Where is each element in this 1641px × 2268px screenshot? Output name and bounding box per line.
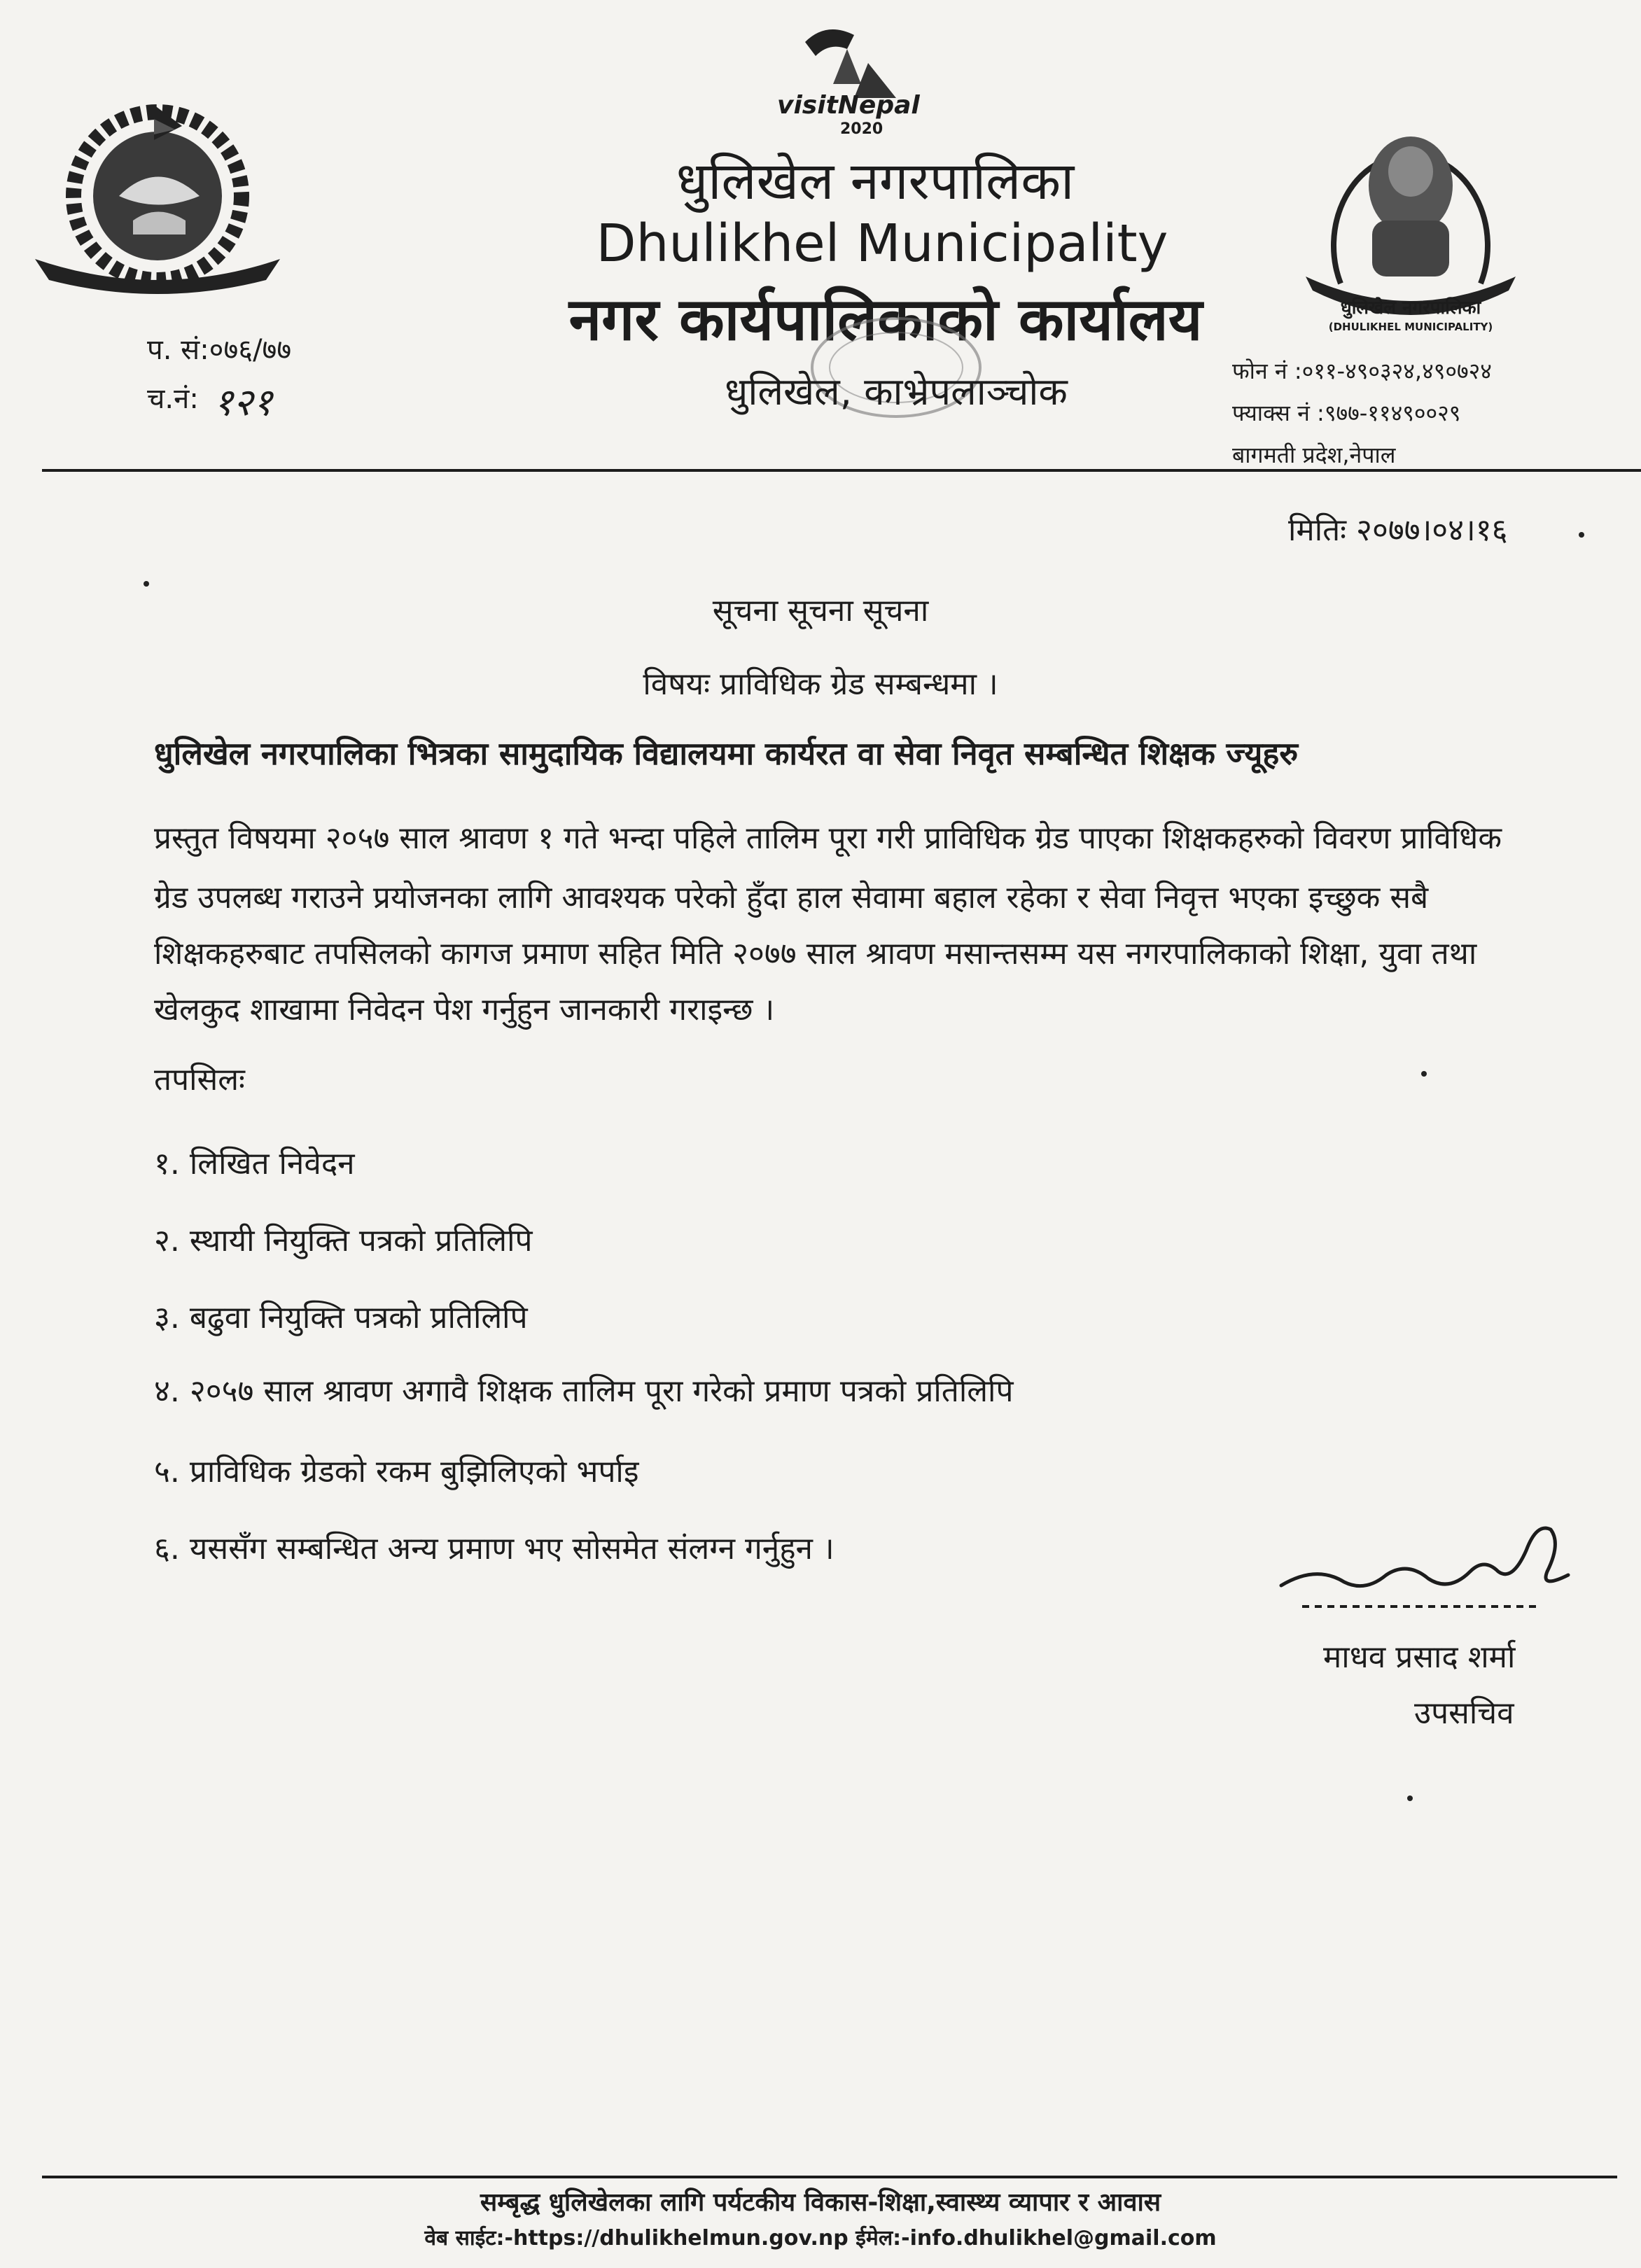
header-divider <box>42 469 1641 472</box>
seal-name-np: धुलिखेल नगरपालिका <box>1340 298 1481 318</box>
scan-speck <box>144 581 149 587</box>
list-item: ६. यससँग सम्बन्धित अन्य प्रमाण भए सोसमेत संलग्न गर्नुहुन । <box>154 1531 835 1567</box>
scan-speck <box>1421 1071 1427 1077</box>
province-text: बागमती प्रदेश,नेपाल <box>1232 442 1396 468</box>
municipality-name-en: Dhulikhel Municipality <box>596 214 1168 274</box>
signatory-name: माधव प्रसाद शर्मा <box>1323 1639 1516 1675</box>
body-line: ग्रेड उपलब्ध गराउने प्रयोजनका लागि आवश्यक परेको हुँदा हाल सेवामा बहाल रहेका र सेवा निवृत्त भएका इच्छुक सबै <box>154 880 1429 916</box>
footer-divider <box>42 2176 1617 2178</box>
footer-slogan: सम्बृद्ध धुलिखेलका लागि पर्यटकीय विकास-शिक्षा,स्वास्थ्य व्यापार र आवास <box>480 2188 1161 2217</box>
dispatch-number-label: च.नं: <box>147 383 199 415</box>
signature-icon <box>1274 1502 1596 1628</box>
municipality-name-np: धुलिखेल नगरपालिका <box>676 151 1075 211</box>
fax-number: फ्याक्स नं :९७७-११४९००२९ <box>1232 400 1461 426</box>
footer-contact: वेब साईट:-https://dhulikhelmun.gov.np ईमेल:-info.dhulikhel@gmail.com <box>424 2226 1217 2250</box>
dispatch-number-value: १२१ <box>214 380 273 424</box>
phone-number: फोन नं :०११-४९०३२४,४९०७२४ <box>1232 358 1492 384</box>
list-item: २. स्थायी नियुक्ति पत्रको प्रतिलिपि <box>154 1223 533 1259</box>
visit-text: visit <box>777 91 838 120</box>
notice-salutation: धुलिखेल नगरपालिका भित्रका सामुदायिक विद्यालयमा कार्यरत वा सेवा निवृत सम्बन्धित शिक्षक ज्यूहरु <box>154 735 1299 772</box>
notice-date: मितिः २०७७।०४।१६ <box>1288 512 1508 548</box>
nepal-text: Nepal <box>837 91 920 120</box>
year-text: 2020 <box>840 120 884 138</box>
nepal-emblem-logo <box>14 91 301 301</box>
list-item: ५. प्राविधिक ग्रेडको रकम बुझिलिएको भर्पाइ <box>154 1454 639 1490</box>
notice-subject: विषयः प्राविधिक ग्रेड सम्बन्धमा । <box>643 666 998 702</box>
scan-speck <box>1407 1795 1413 1801</box>
scan-speck <box>1579 532 1584 538</box>
seal-name-en: (DHULIKHEL MUNICIPALITY) <box>1328 321 1493 333</box>
office-address: धुलिखेल, काभ्रेपलाञ्चोक <box>725 370 1068 414</box>
list-item: ३. बढुवा नियुक्ति पत्रको प्रतिलिपि <box>154 1300 528 1336</box>
body-line: प्रस्तुत विषयमा २०५७ साल श्रावण १ गते भन्दा पहिले तालिम पूरा गरी प्राविधिक ग्रेड पाएका शिक्षकहरुको विवरण प्राविधिक <box>154 820 1502 856</box>
notice-title: सूचना सूचना सूचना <box>712 593 929 629</box>
list-item: ४. २०५७ साल श्रावण अगावै शिक्षक तालिम पूरा गरेको प्रमाण पत्रको प्रतिलिपि <box>154 1373 1014 1409</box>
list-heading: तपसिलः <box>154 1062 245 1098</box>
list-item: १. लिखित निवेदन <box>154 1146 355 1182</box>
office-title: नगर कार्यपालिकाको कार्यालय <box>568 285 1203 354</box>
visit-nepal-2020-logo <box>763 21 938 147</box>
reference-number: प. सं:०७६/७७ <box>147 334 292 366</box>
signatory-designation: उपसचिव <box>1414 1695 1514 1731</box>
body-line: शिक्षकहरुबाट तपसिलको कागज प्रमाण सहित मिति २०७७ साल श्रावण मसान्तसम्म यस नगरपालिकाको शिक्षा, युवा तथा <box>154 936 1477 972</box>
body-line: खेलकुद शाखामा निवेदन पेश गर्नुहुन जानकारी गराइन्छ । <box>154 992 775 1028</box>
